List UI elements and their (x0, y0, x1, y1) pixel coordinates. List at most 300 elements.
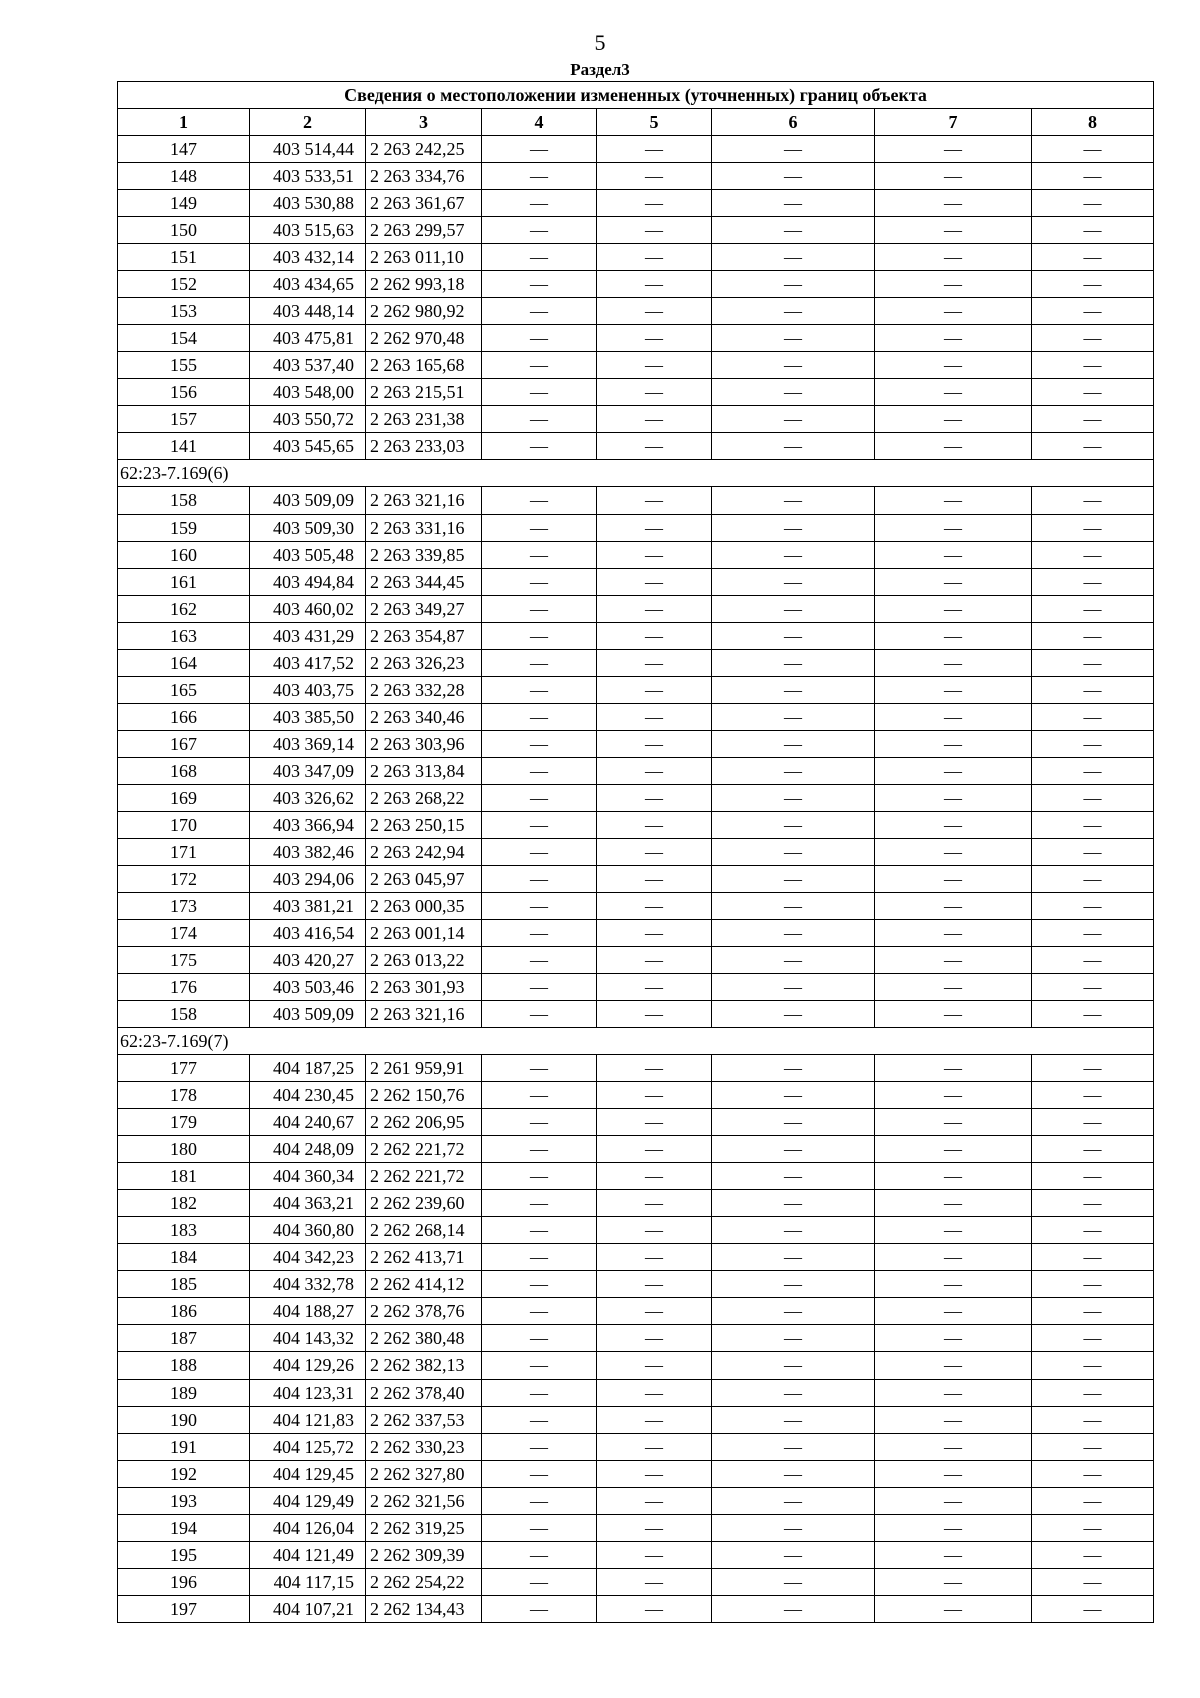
table-row (118, 568, 1154, 595)
column-header: 8 (1032, 109, 1154, 136)
y-coordinate-cell: 2 262 239,60 (366, 1190, 482, 1217)
empty-value-cell: — (1032, 514, 1154, 541)
point-number-cell: 187 (118, 1325, 250, 1352)
column-header: 6 (712, 109, 875, 136)
empty-value-cell: — (712, 190, 875, 217)
empty-value-cell: — (482, 892, 597, 919)
empty-value-cell: — (597, 865, 712, 892)
empty-value-cell: — (712, 379, 875, 406)
empty-value-cell: — (482, 1541, 597, 1568)
empty-value-cell: — (875, 1352, 1032, 1379)
empty-value-cell: — (482, 244, 597, 271)
y-coordinate-cell: 2 263 165,68 (366, 352, 482, 379)
empty-value-cell: — (597, 595, 712, 622)
empty-value-cell: — (1032, 1217, 1154, 1244)
empty-value-cell: — (1032, 190, 1154, 217)
x-coordinate-cell: 403 448,14 (250, 298, 366, 325)
point-number-cell: 156 (118, 379, 250, 406)
empty-value-cell: — (482, 1433, 597, 1460)
empty-value-cell: — (875, 595, 1032, 622)
empty-value-cell: — (597, 1595, 712, 1622)
table-row (118, 1163, 1154, 1190)
table-row (118, 379, 1154, 406)
point-number-cell: 177 (118, 1055, 250, 1082)
y-coordinate-cell: 2 263 344,45 (366, 568, 482, 595)
empty-value-cell: — (875, 379, 1032, 406)
x-coordinate-cell: 404 129,26 (250, 1352, 366, 1379)
table-row (118, 595, 1154, 622)
empty-value-cell: — (875, 1271, 1032, 1298)
point-number-cell: 194 (118, 1514, 250, 1541)
table-row (118, 217, 1154, 244)
table-row (118, 703, 1154, 730)
empty-value-cell: — (482, 649, 597, 676)
empty-value-cell: — (875, 1460, 1032, 1487)
empty-value-cell: — (482, 271, 597, 298)
y-coordinate-cell: 2 263 321,16 (366, 487, 482, 514)
y-coordinate-cell: 2 263 339,85 (366, 541, 482, 568)
x-coordinate-cell: 403 509,09 (250, 487, 366, 514)
empty-value-cell: — (712, 1109, 875, 1136)
point-number-cell: 183 (118, 1217, 250, 1244)
empty-value-cell: — (597, 811, 712, 838)
x-coordinate-cell: 404 126,04 (250, 1514, 366, 1541)
point-number-cell: 185 (118, 1271, 250, 1298)
table-row (118, 649, 1154, 676)
empty-value-cell: — (875, 1541, 1032, 1568)
table-row (118, 352, 1154, 379)
empty-value-cell: — (1032, 865, 1154, 892)
y-coordinate-cell: 2 263 231,38 (366, 406, 482, 433)
empty-value-cell: — (1032, 947, 1154, 974)
x-coordinate-cell: 403 550,72 (250, 406, 366, 433)
empty-value-cell: — (875, 163, 1032, 190)
y-coordinate-cell: 2 262 321,56 (366, 1487, 482, 1514)
table-row (118, 1379, 1154, 1406)
x-coordinate-cell: 404 240,67 (250, 1109, 366, 1136)
empty-value-cell: — (712, 595, 875, 622)
empty-value-cell: — (875, 433, 1032, 460)
empty-value-cell: — (712, 1136, 875, 1163)
empty-value-cell: — (597, 838, 712, 865)
x-coordinate-cell: 403 475,81 (250, 325, 366, 352)
empty-value-cell: — (482, 1136, 597, 1163)
empty-value-cell: — (712, 568, 875, 595)
empty-value-cell: — (482, 1271, 597, 1298)
x-coordinate-cell: 403 431,29 (250, 622, 366, 649)
empty-value-cell: — (482, 1460, 597, 1487)
point-number-cell: 169 (118, 784, 250, 811)
empty-value-cell: — (712, 1190, 875, 1217)
point-number-cell: 160 (118, 541, 250, 568)
empty-value-cell: — (712, 1298, 875, 1325)
empty-value-cell: — (712, 1055, 875, 1082)
empty-value-cell: — (1032, 1568, 1154, 1595)
page-number: 5 (594, 30, 606, 55)
empty-value-cell: — (875, 919, 1032, 946)
x-coordinate-cell: 404 121,83 (250, 1406, 366, 1433)
y-coordinate-cell: 2 262 378,76 (366, 1298, 482, 1325)
x-coordinate-cell: 404 332,78 (250, 1271, 366, 1298)
x-coordinate-cell: 404 125,72 (250, 1433, 366, 1460)
column-header: 4 (482, 109, 597, 136)
empty-value-cell: — (712, 433, 875, 460)
empty-value-cell: — (712, 1082, 875, 1109)
y-coordinate-cell: 2 262 413,71 (366, 1244, 482, 1271)
empty-value-cell: — (712, 1568, 875, 1595)
table-row (118, 271, 1154, 298)
point-number-cell: 166 (118, 703, 250, 730)
empty-value-cell: — (482, 217, 597, 244)
x-coordinate-cell: 404 107,21 (250, 1595, 366, 1622)
empty-value-cell: — (482, 541, 597, 568)
empty-value-cell: — (597, 1244, 712, 1271)
x-coordinate-cell: 403 432,14 (250, 244, 366, 271)
x-coordinate-cell: 403 369,14 (250, 730, 366, 757)
point-number-cell: 188 (118, 1352, 250, 1379)
empty-value-cell: — (597, 1379, 712, 1406)
group-label: 62:23-7.169(7) (118, 1028, 1154, 1055)
empty-value-cell: — (482, 974, 597, 1001)
point-number-cell: 158 (118, 1001, 250, 1028)
table-row (118, 1514, 1154, 1541)
point-number-cell: 167 (118, 730, 250, 757)
empty-value-cell: — (597, 1190, 712, 1217)
empty-value-cell: — (597, 649, 712, 676)
empty-value-cell: — (875, 649, 1032, 676)
empty-value-cell: — (482, 1487, 597, 1514)
y-coordinate-cell: 2 263 000,35 (366, 892, 482, 919)
coordinates-table (117, 81, 1154, 1623)
empty-value-cell: — (712, 1379, 875, 1406)
empty-value-cell: — (597, 325, 712, 352)
point-number-cell: 196 (118, 1568, 250, 1595)
empty-value-cell: — (482, 703, 597, 730)
empty-value-cell: — (597, 1541, 712, 1568)
empty-value-cell: — (1032, 811, 1154, 838)
table-row (118, 838, 1154, 865)
empty-value-cell: — (482, 1082, 597, 1109)
empty-value-cell: — (482, 811, 597, 838)
y-coordinate-cell: 2 262 993,18 (366, 271, 482, 298)
point-number-cell: 197 (118, 1595, 250, 1622)
table-row (118, 1217, 1154, 1244)
empty-value-cell: — (482, 1325, 597, 1352)
y-coordinate-cell: 2 263 250,15 (366, 811, 482, 838)
table-row (118, 1487, 1154, 1514)
x-coordinate-cell: 404 121,49 (250, 1541, 366, 1568)
point-number-cell: 189 (118, 1379, 250, 1406)
table-row (118, 1541, 1154, 1568)
y-coordinate-cell: 2 262 150,76 (366, 1082, 482, 1109)
empty-value-cell: — (597, 1163, 712, 1190)
empty-value-cell: — (597, 622, 712, 649)
x-coordinate-cell: 403 460,02 (250, 595, 366, 622)
empty-value-cell: — (597, 919, 712, 946)
empty-value-cell: — (597, 1001, 712, 1028)
empty-value-cell: — (875, 136, 1032, 163)
x-coordinate-cell: 404 117,15 (250, 1568, 366, 1595)
empty-value-cell: — (597, 1055, 712, 1082)
empty-value-cell: — (482, 1001, 597, 1028)
empty-value-cell: — (875, 541, 1032, 568)
point-number-cell: 161 (118, 568, 250, 595)
empty-value-cell: — (597, 1109, 712, 1136)
y-coordinate-cell: 2 262 327,80 (366, 1460, 482, 1487)
table-caption: Сведения о местоположении измененных (уточненных) границ объекта (118, 82, 1154, 109)
empty-value-cell: — (482, 947, 597, 974)
empty-value-cell: — (482, 757, 597, 784)
empty-value-cell: — (875, 892, 1032, 919)
empty-value-cell: — (482, 325, 597, 352)
empty-value-cell: — (875, 1487, 1032, 1514)
empty-value-cell: — (875, 487, 1032, 514)
table-row (118, 1298, 1154, 1325)
empty-value-cell: — (875, 865, 1032, 892)
empty-value-cell: — (597, 1406, 712, 1433)
y-coordinate-cell: 2 263 301,93 (366, 974, 482, 1001)
y-coordinate-cell: 2 263 001,14 (366, 919, 482, 946)
x-coordinate-cell: 404 360,80 (250, 1217, 366, 1244)
empty-value-cell: — (712, 1217, 875, 1244)
empty-value-cell: — (482, 190, 597, 217)
empty-value-cell: — (482, 622, 597, 649)
empty-value-cell: — (875, 1055, 1032, 1082)
x-coordinate-cell: 403 347,09 (250, 757, 366, 784)
table-row (118, 190, 1154, 217)
empty-value-cell: — (712, 703, 875, 730)
point-number-cell: 154 (118, 325, 250, 352)
empty-value-cell: — (482, 163, 597, 190)
empty-value-cell: — (712, 1460, 875, 1487)
empty-value-cell: — (482, 568, 597, 595)
table-row (118, 1190, 1154, 1217)
point-number-cell: 168 (118, 757, 250, 784)
y-coordinate-cell: 2 262 970,48 (366, 325, 482, 352)
empty-value-cell: — (1032, 919, 1154, 946)
empty-value-cell: — (1032, 1244, 1154, 1271)
table-row (118, 298, 1154, 325)
point-number-cell: 193 (118, 1487, 250, 1514)
empty-value-cell: — (482, 1595, 597, 1622)
empty-value-cell: — (875, 676, 1032, 703)
empty-value-cell: — (712, 298, 875, 325)
empty-value-cell: — (482, 379, 597, 406)
empty-value-cell: — (875, 1379, 1032, 1406)
header-row (118, 109, 1154, 136)
empty-value-cell: — (712, 919, 875, 946)
point-number-cell: 191 (118, 1433, 250, 1460)
y-coordinate-cell: 2 262 268,14 (366, 1217, 482, 1244)
point-number-cell: 149 (118, 190, 250, 217)
table-row (118, 433, 1154, 460)
point-number-cell: 178 (118, 1082, 250, 1109)
empty-value-cell: — (875, 974, 1032, 1001)
empty-value-cell: — (875, 1298, 1032, 1325)
empty-value-cell: — (875, 568, 1032, 595)
empty-value-cell: — (875, 1190, 1032, 1217)
empty-value-cell: — (597, 244, 712, 271)
y-coordinate-cell: 2 262 221,72 (366, 1163, 482, 1190)
y-coordinate-cell: 2 263 349,27 (366, 595, 482, 622)
y-coordinate-cell: 2 262 414,12 (366, 1271, 482, 1298)
table-row (118, 487, 1154, 514)
x-coordinate-cell: 403 417,52 (250, 649, 366, 676)
empty-value-cell: — (1032, 217, 1154, 244)
empty-value-cell: — (597, 1568, 712, 1595)
empty-value-cell: — (1032, 1298, 1154, 1325)
y-coordinate-cell: 2 262 206,95 (366, 1109, 482, 1136)
table-row (118, 784, 1154, 811)
empty-value-cell: — (712, 541, 875, 568)
empty-value-cell: — (597, 1298, 712, 1325)
empty-value-cell: — (597, 541, 712, 568)
column-header: 3 (366, 109, 482, 136)
empty-value-cell: — (875, 217, 1032, 244)
empty-value-cell: — (712, 649, 875, 676)
y-coordinate-cell: 2 262 221,72 (366, 1136, 482, 1163)
empty-value-cell: — (1032, 1325, 1154, 1352)
table-row (118, 757, 1154, 784)
empty-value-cell: — (712, 892, 875, 919)
empty-value-cell: — (597, 1460, 712, 1487)
empty-value-cell: — (482, 298, 597, 325)
table-row (118, 1082, 1154, 1109)
x-coordinate-cell: 403 509,09 (250, 1001, 366, 1028)
caption-row (118, 82, 1154, 109)
y-coordinate-cell: 2 262 330,23 (366, 1433, 482, 1460)
empty-value-cell: — (875, 1244, 1032, 1271)
table-row (118, 811, 1154, 838)
point-number-cell: 159 (118, 514, 250, 541)
empty-value-cell: — (712, 1271, 875, 1298)
x-coordinate-cell: 403 514,44 (250, 136, 366, 163)
empty-value-cell: — (482, 1109, 597, 1136)
point-number-cell: 175 (118, 947, 250, 974)
empty-value-cell: — (1032, 1109, 1154, 1136)
point-number-cell: 152 (118, 271, 250, 298)
empty-value-cell: — (1032, 568, 1154, 595)
point-number-cell: 151 (118, 244, 250, 271)
x-coordinate-cell: 403 509,30 (250, 514, 366, 541)
table-row (118, 136, 1154, 163)
empty-value-cell: — (1032, 1082, 1154, 1109)
table-row (118, 947, 1154, 974)
group-row (118, 460, 1154, 487)
table-row (118, 1406, 1154, 1433)
empty-value-cell: — (482, 838, 597, 865)
point-number-cell: 165 (118, 676, 250, 703)
empty-value-cell: — (482, 784, 597, 811)
point-number-cell: 176 (118, 974, 250, 1001)
y-coordinate-cell: 2 263 045,97 (366, 865, 482, 892)
x-coordinate-cell: 403 545,65 (250, 433, 366, 460)
empty-value-cell: — (1032, 730, 1154, 757)
x-coordinate-cell: 403 403,75 (250, 676, 366, 703)
empty-value-cell: — (597, 352, 712, 379)
x-coordinate-cell: 404 123,31 (250, 1379, 366, 1406)
x-coordinate-cell: 403 382,46 (250, 838, 366, 865)
empty-value-cell: — (597, 487, 712, 514)
point-number-cell: 172 (118, 865, 250, 892)
empty-value-cell: — (1032, 136, 1154, 163)
y-coordinate-cell: 2 263 331,16 (366, 514, 482, 541)
y-coordinate-cell: 2 263 299,57 (366, 217, 482, 244)
table-row (118, 1325, 1154, 1352)
empty-value-cell: — (482, 595, 597, 622)
empty-value-cell: — (712, 730, 875, 757)
empty-value-cell: — (1032, 1406, 1154, 1433)
empty-value-cell: — (482, 676, 597, 703)
empty-value-cell: — (1032, 1379, 1154, 1406)
empty-value-cell: — (597, 947, 712, 974)
empty-value-cell: — (712, 1001, 875, 1028)
empty-value-cell: — (1032, 487, 1154, 514)
empty-value-cell: — (875, 622, 1032, 649)
point-number-cell: 158 (118, 487, 250, 514)
empty-value-cell: — (1032, 1001, 1154, 1028)
empty-value-cell: — (875, 298, 1032, 325)
empty-value-cell: — (712, 865, 875, 892)
y-coordinate-cell: 2 263 011,10 (366, 244, 482, 271)
empty-value-cell: — (1032, 244, 1154, 271)
empty-value-cell: — (597, 892, 712, 919)
empty-value-cell: — (1032, 974, 1154, 1001)
point-number-cell: 171 (118, 838, 250, 865)
empty-value-cell: — (482, 730, 597, 757)
table-row (118, 541, 1154, 568)
empty-value-cell: — (712, 757, 875, 784)
y-coordinate-cell: 2 263 326,23 (366, 649, 482, 676)
empty-value-cell: — (597, 676, 712, 703)
y-coordinate-cell: 2 262 378,40 (366, 1379, 482, 1406)
point-number-cell: 141 (118, 433, 250, 460)
empty-value-cell: — (597, 1136, 712, 1163)
empty-value-cell: — (712, 136, 875, 163)
y-coordinate-cell: 2 263 313,84 (366, 757, 482, 784)
point-number-cell: 179 (118, 1109, 250, 1136)
empty-value-cell: — (482, 1352, 597, 1379)
point-number-cell: 147 (118, 136, 250, 163)
empty-value-cell: — (482, 136, 597, 163)
empty-value-cell: — (597, 1271, 712, 1298)
empty-value-cell: — (1032, 1271, 1154, 1298)
empty-value-cell: — (712, 1595, 875, 1622)
point-number-cell: 162 (118, 595, 250, 622)
empty-value-cell: — (597, 433, 712, 460)
empty-value-cell: — (597, 514, 712, 541)
y-coordinate-cell: 2 263 242,94 (366, 838, 482, 865)
empty-value-cell: — (712, 514, 875, 541)
empty-value-cell: — (875, 1001, 1032, 1028)
y-coordinate-cell: 2 263 242,25 (366, 136, 482, 163)
empty-value-cell: — (712, 1163, 875, 1190)
empty-value-cell: — (875, 1514, 1032, 1541)
empty-value-cell: — (1032, 676, 1154, 703)
table-row (118, 1433, 1154, 1460)
y-coordinate-cell: 2 262 337,53 (366, 1406, 482, 1433)
table-row (118, 1244, 1154, 1271)
empty-value-cell: — (712, 1406, 875, 1433)
empty-value-cell: — (597, 379, 712, 406)
empty-value-cell: — (597, 406, 712, 433)
y-coordinate-cell: 2 263 332,28 (366, 676, 482, 703)
empty-value-cell: — (597, 271, 712, 298)
empty-value-cell: — (597, 703, 712, 730)
table-row (118, 622, 1154, 649)
empty-value-cell: — (1032, 892, 1154, 919)
empty-value-cell: — (712, 1244, 875, 1271)
